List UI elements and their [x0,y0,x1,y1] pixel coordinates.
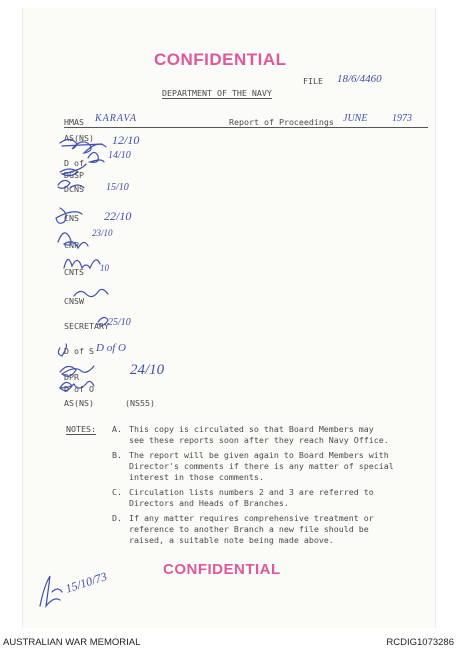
initial-dof-date: 14/10 [108,150,131,161]
initial-dcns-date: 15/10 [106,182,129,193]
initial-dpr-date: 24/10 [130,362,165,378]
dist-label-dofo: D of O [64,384,94,394]
note-c-letter: C. [112,487,122,497]
note-b-text [129,450,399,483]
confidential-stamp-top: CONFIDENTIAL [154,50,287,69]
initial-cnp-date: 23/10 [92,228,113,238]
dist-label-cnsw: CNSW [64,296,84,306]
file-number: 18/6/4460 [337,73,382,85]
report-label: Report of Proceedings [229,117,334,127]
ship-name: KARAVA [95,113,137,124]
dist-label-dpr: DPR [64,372,79,382]
department-heading: DEPARTMENT OF THE NAVY [162,88,272,98]
note-d-letter: D. [112,513,122,523]
notes-label: NOTES: [66,424,96,434]
note-a-line-1: This copy is circulated so that Board Members may [129,424,374,434]
dist-label-asns-2: AS(NS) [64,398,94,408]
report-month: JUNE [343,113,368,124]
dist-label-dgsp: DGSP [64,170,84,180]
dist-extra-ns55: (NS55) [125,398,155,408]
dist-label-dcns: DCNS [64,184,84,194]
note-b-line-3: interest in those comments. [129,472,264,482]
dist-label-cnts: CNTS [64,267,84,277]
confidential-stamp-bottom: CONFIDENTIAL [163,561,281,578]
footer-id: RCDIG1073286 [386,637,454,648]
dist-label-cns: CNS [64,213,79,223]
report-year: 1973 [392,113,412,124]
note-b-line-1: The report will be given again to Board Members with [129,450,389,460]
note-d-line-2: reference to another Branch a new file should be [129,524,369,534]
note-c-text [129,487,399,509]
note-a-text [129,424,399,446]
initial-cns-date: 22/10 [104,209,132,223]
note-b-letter: B. [112,450,122,460]
initial-cnts-date: 10 [100,263,109,273]
note-a-letter: A. [112,424,122,434]
initial-secretary-date: 25/10 [108,317,131,328]
dist-label-cnp: CNP [64,240,79,250]
dist-label-dofs: D of S [64,346,94,356]
hmas-label: HMAS [64,117,84,127]
note-a-line-2: see these reports soon after they reach Navy Office. [129,435,389,445]
note-d-line-1: If any matter requires comprehensive treatment or [129,513,374,523]
note-c-line-1: Circulation lists numbers 2 and 3 are referred to [129,487,374,497]
dist-label-asns: AS(NS) [64,133,94,143]
dist-label-dof: D of [64,158,84,168]
initial-dofs-note: D of O [96,342,126,354]
initial-asns-date: 12/10 [112,133,140,147]
file-label: FILE [303,76,323,86]
note-b-line-2: Director's comments if there is any matter of special [129,461,394,471]
note-c-line-2: Directors and Heads of Branches. [129,498,289,508]
note-d-line-3: raised, a suitable note being made above. [129,535,334,545]
footer-source: AUSTRALIAN WAR MEMORIAL [3,637,141,648]
dist-label-secretary: SECRETARY [64,321,109,331]
note-d-text [129,513,399,546]
bottom-signature-date: 15/10/73 [63,569,109,596]
